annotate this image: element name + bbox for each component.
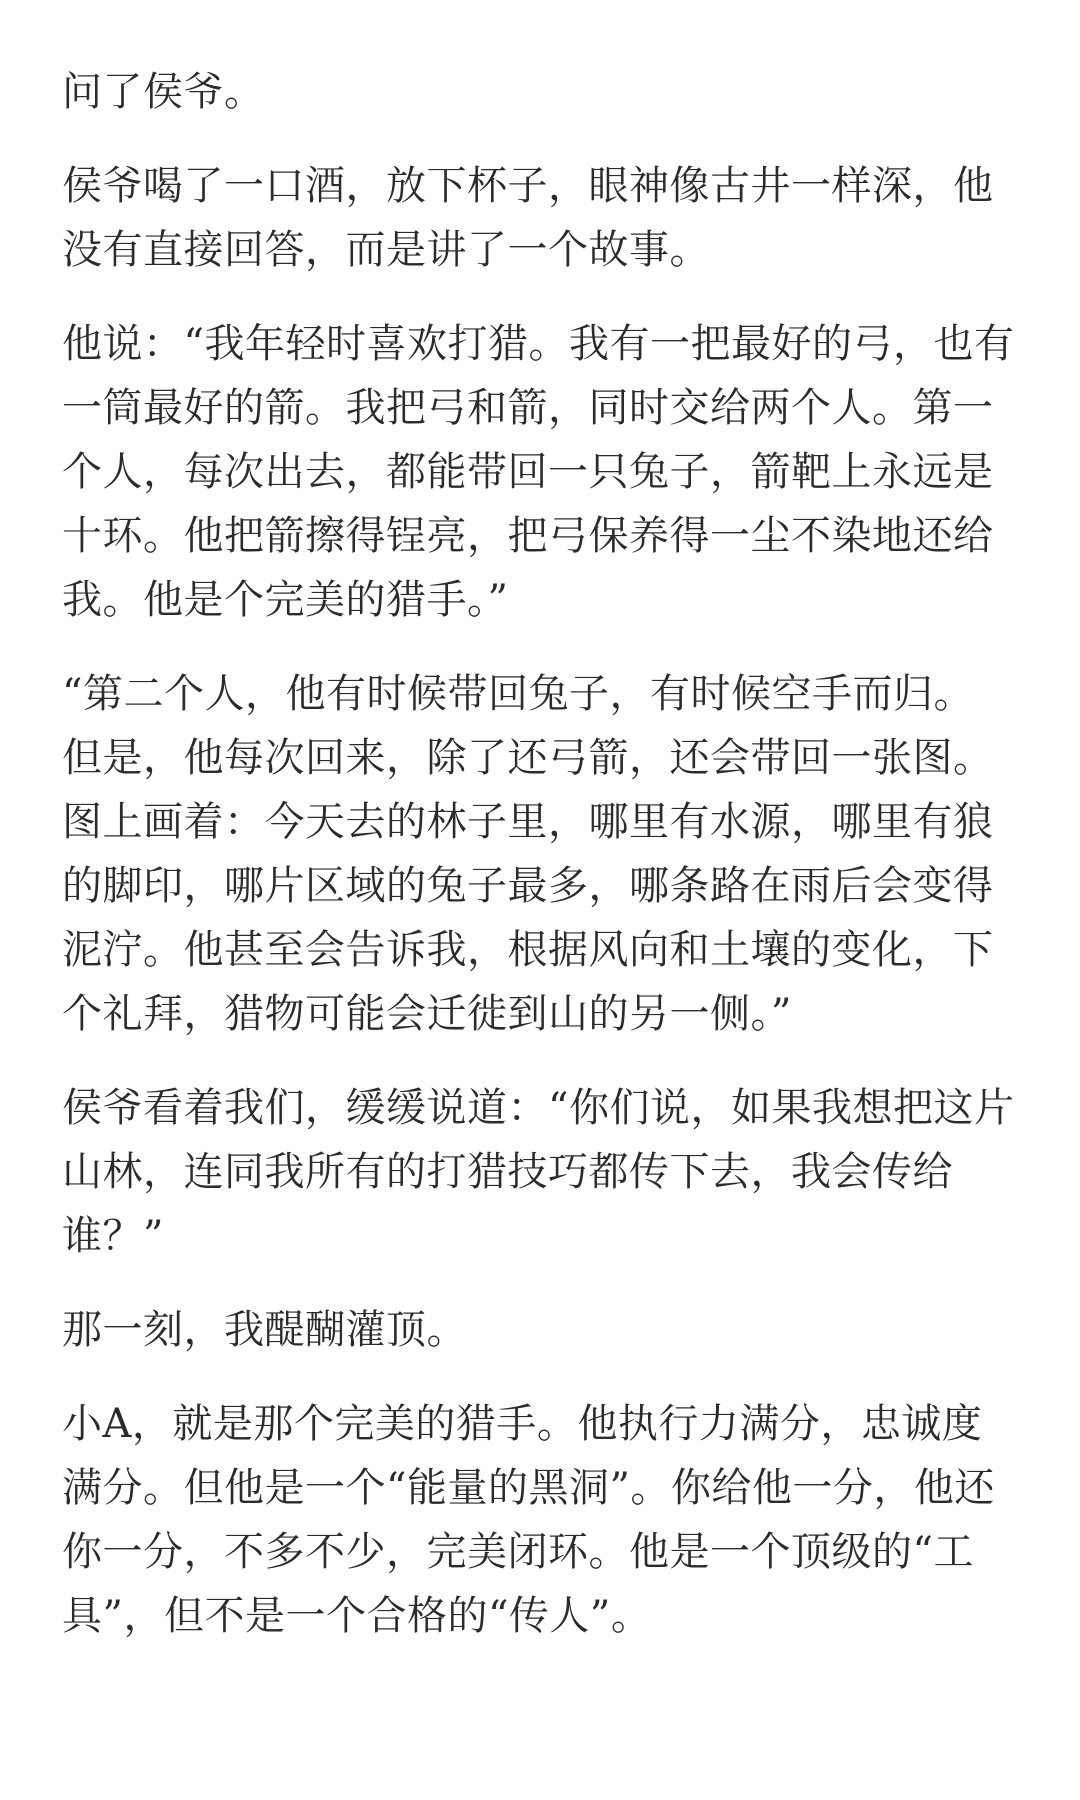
paragraph-2: 侯爷喝了一口酒，放下杯子，眼神像古井一样深，他 没有直接回答，而是讲了一个故事。	[62, 163, 994, 273]
paragraph-5: 侯爷看着我们，缓缓说道：“你们说，如果我想把这片 山林，连同我所有的打猎技巧都传下去，我会传给 谁？”	[62, 1085, 1015, 1259]
paragraph-6: 那一刻，我醍醐灌顶。	[62, 1307, 467, 1353]
paragraph-7: 小A，就是那个完美的猎手。他执行力满分，忠诚度 满分。但他是一个“能量的黑洞”。你给他一分，他还 你一分，不多不少，完美闭环。他是一个顶级的“工 具”，但不是一个合格的“传人”。	[62, 1401, 995, 1639]
paragraph-3: 他说：“我年轻时喜欢打猎。我有一把最好的弓，也有 一筒最好的箭。我把弓和箭，同时交给两个人。第一 个人，每次出去，都能带回一只兔子，箭靶上永远是 十环。他把箭擦得锃亮，把弓保养得一尘不染地还给 我。他是个完美的猎手。”	[62, 321, 1015, 623]
paragraph-1: 问了侯爷。	[62, 69, 265, 115]
paragraph-4: “第二个人，他有时候带回兔子，有时候空手而归。 但是，他每次回来，除了还弓箭，还会带回一张图。 图上画着：今天去的林子里，哪里有水源，哪里有狼 的脚印，哪片区域的兔子最多，哪条路在雨后会变得 泥泞。他甚至会告诉我，根据风向和土壤的变化，下 个礼拜，猎物可能会迁徙到山的另一侧。”	[62, 671, 994, 1037]
article-body	[62, 60, 1022, 1678]
